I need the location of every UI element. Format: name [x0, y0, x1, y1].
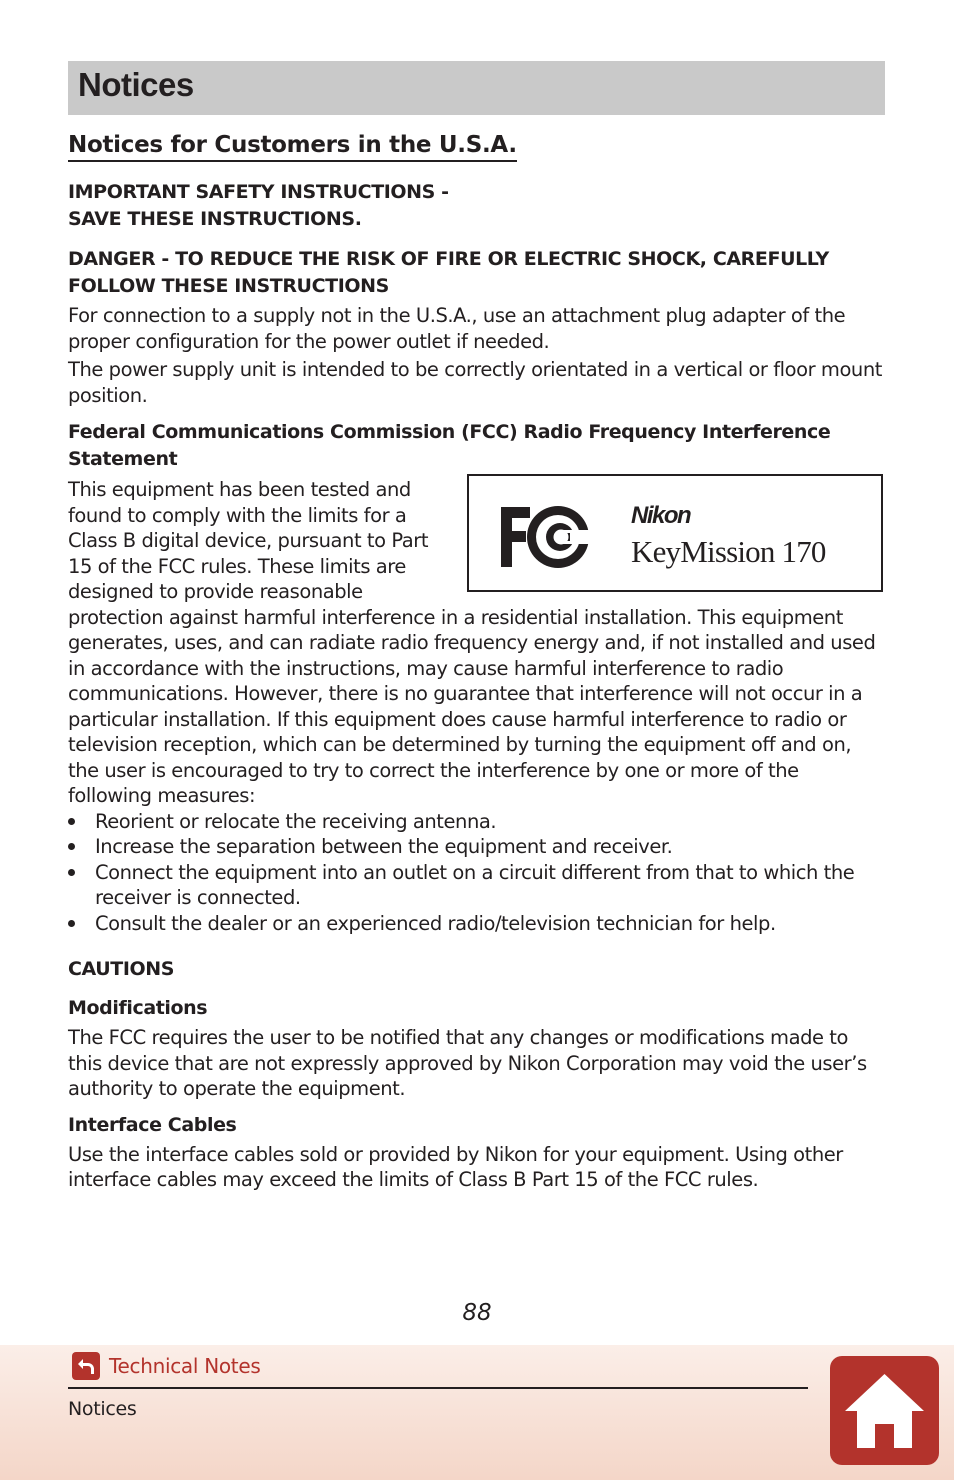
- list-item: [68, 834, 885, 860]
- modifications-text: The FCC requires the user to be notified that any changes or modifications made to this device that are not expressly approved by Nikon Corporation may void the user’s authority to operate the equipment.: [68, 1026, 867, 1100]
- danger-paragraph-2: The power supply unit is intended to be correctly orientated in a vertical or floor mount position.: [68, 358, 882, 407]
- footer: [0, 1345, 954, 1480]
- fcc-logo-icon: [498, 503, 594, 571]
- danger-paragraph-1: For connection to a supply not in the U.S.A., use an attachment plug adapter of the proper configuration for the power outlet if needed.: [68, 304, 846, 353]
- page-title-bar: [68, 61, 885, 115]
- bullet-icon: [68, 818, 75, 825]
- section-heading: Notices for Customers in the U.S.A.: [68, 131, 517, 162]
- interface-text: Use the interface cables sold or provided by Nikon for your equipment. Using other interface cables may exceed the limits of Class B Part 15 of the FCC rules.: [68, 1142, 843, 1191]
- back-link-technical-notes[interactable]: [72, 1352, 260, 1380]
- cautions-heading: CAUTIONS: [68, 958, 175, 980]
- safety-heading-line1: IMPORTANT SAFETY INSTRUCTIONS -: [68, 181, 449, 203]
- nikon-brand: Nikon: [631, 502, 691, 529]
- danger-heading: DANGER - TO REDUCE THE RISK OF FIRE OR ELECTRIC SHOCK, CAREFULLY FOLLOW THESE INSTRUCTIONS: [68, 248, 829, 297]
- main-content: [68, 131, 885, 1193]
- list-item-text: Reorient or relocate the receiving antenna.: [95, 809, 497, 833]
- list-item-text: Increase the separation between the equipment and receiver.: [95, 835, 673, 858]
- bullet-icon: [68, 920, 75, 927]
- list-item-text: Consult the dealer or an experienced radio/television technician for help.: [95, 911, 776, 935]
- list-item-text: Connect the equipment into an outlet on a circuit different from that to which the receiver is connected.: [95, 860, 855, 909]
- page-number: 88: [462, 1300, 492, 1326]
- model-name: KeyMission 170: [631, 534, 826, 569]
- page-title: Notices: [78, 66, 194, 103]
- fcc-paragraph: This equipment has been tested and found to comply with the limits for a Class B digital device, pursuant to Part 15 of the FCC rules. These limits are designed to provide reasonable protection against harmful interference in a residential installation. This equipment generates, uses, and can radiate radio frequency energy and, if not installed and used in accordance with the instructions, may cause harmful interference to radio communications. However, there is no guarantee that interference will not occur in a particular installation. If this equipment does cause harmful interference to radio or television reception, which can be determined by turning the equipment off and on, the user is encouraged to try to correct the interference by one or more of the following measures:: [68, 478, 876, 807]
- fcc-label-box: [467, 474, 883, 592]
- bullet-icon: [68, 869, 75, 876]
- back-arrow-icon[interactable]: [72, 1352, 100, 1380]
- footer-divider: [68, 1387, 808, 1389]
- home-icon[interactable]: [830, 1356, 939, 1465]
- safety-heading-line2: SAVE THESE INSTRUCTIONS.: [68, 208, 362, 230]
- list-item: [68, 911, 885, 937]
- safety-heading: [68, 179, 885, 233]
- list-item: [68, 809, 885, 835]
- measures-list: [68, 809, 885, 937]
- back-link-label[interactable]: Technical Notes: [109, 1354, 261, 1378]
- interface-heading: Interface Cables: [68, 1113, 237, 1136]
- fcc-heading: Federal Communications Commission (FCC) Radio Frequency Interference Statement: [68, 421, 831, 470]
- list-item: [68, 860, 885, 911]
- modifications-heading: Modifications: [68, 997, 208, 1019]
- fcc-section: [68, 477, 885, 809]
- bullet-icon: [68, 843, 75, 850]
- footer-section-label: Notices: [68, 1398, 137, 1420]
- home-button[interactable]: [830, 1356, 939, 1465]
